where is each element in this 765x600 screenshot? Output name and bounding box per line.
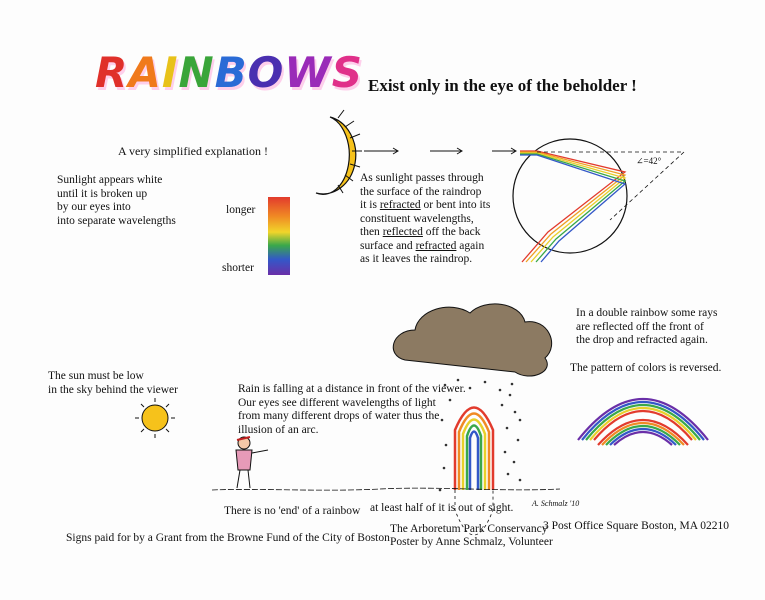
- half-out-of-sight-text: at least half of it is out of sight.: [370, 502, 514, 514]
- title-letter: N: [178, 48, 215, 97]
- title-letter: B: [214, 48, 248, 97]
- spectrum-bar: [268, 197, 290, 275]
- title-letter: O: [247, 48, 285, 97]
- double-rainbow-text: In a double rainbow some rays are reflected off the front of the drop and refracted again.: [576, 307, 718, 346]
- double-rainbow: [578, 399, 708, 445]
- light-arrows: [364, 148, 516, 154]
- rain-text: Rain is falling at a distance in front of the viewer. Our eyes see different wavelengths of light from many different drops of water thus the illusion of an arc.: [238, 383, 466, 436]
- title-letter: I: [161, 48, 179, 97]
- title-letter: A: [128, 48, 162, 97]
- spectrum-shorter-label: shorter: [222, 262, 254, 274]
- headline: Exist only in the eye of the beholder !: [368, 76, 637, 95]
- footer-poster-credit: Poster by Anne Schmalz, Volunteer: [390, 536, 553, 548]
- footer-grant: Signs paid for by a Grant from the Browne Fund of the City of Boston: [66, 532, 390, 544]
- spectrum-longer-label: longer: [226, 204, 256, 216]
- cloud-icon: [393, 304, 551, 376]
- sun-icon: [135, 398, 175, 438]
- angle-label: ∠=42°: [636, 156, 662, 166]
- title-letter: R: [95, 48, 129, 97]
- title-letter: W: [284, 48, 332, 97]
- title-letter: S: [331, 48, 363, 97]
- footer-address: 3 Post Office Square Boston, MA 02210: [543, 520, 730, 532]
- footer-org: The Arboretum Park Conservancy: [390, 523, 548, 535]
- sun-low-text: The sun must be low in the sky behind the viewer: [48, 370, 178, 396]
- raindrop-explanation: As sunlight passes through the surface of the raindrop it is refracted or bent into its constituent wavelengths, then reflected off the back surface and refracted again as it leaves the raindrop.: [360, 172, 491, 265]
- sunlight-explanation: Sunlight appears white until it is broken up by our eyes into into separate wavelengths: [57, 174, 176, 227]
- no-end-text: There is no 'end' of a rainbow: [224, 505, 361, 517]
- signature: A. Schmalz '10: [532, 499, 580, 508]
- reversed-text: The pattern of colors is reversed.: [570, 362, 722, 374]
- subtitle: A very simplified explanation !: [118, 144, 268, 158]
- crescent-sun-icon: [316, 110, 362, 194]
- viewer-figure: [236, 437, 268, 488]
